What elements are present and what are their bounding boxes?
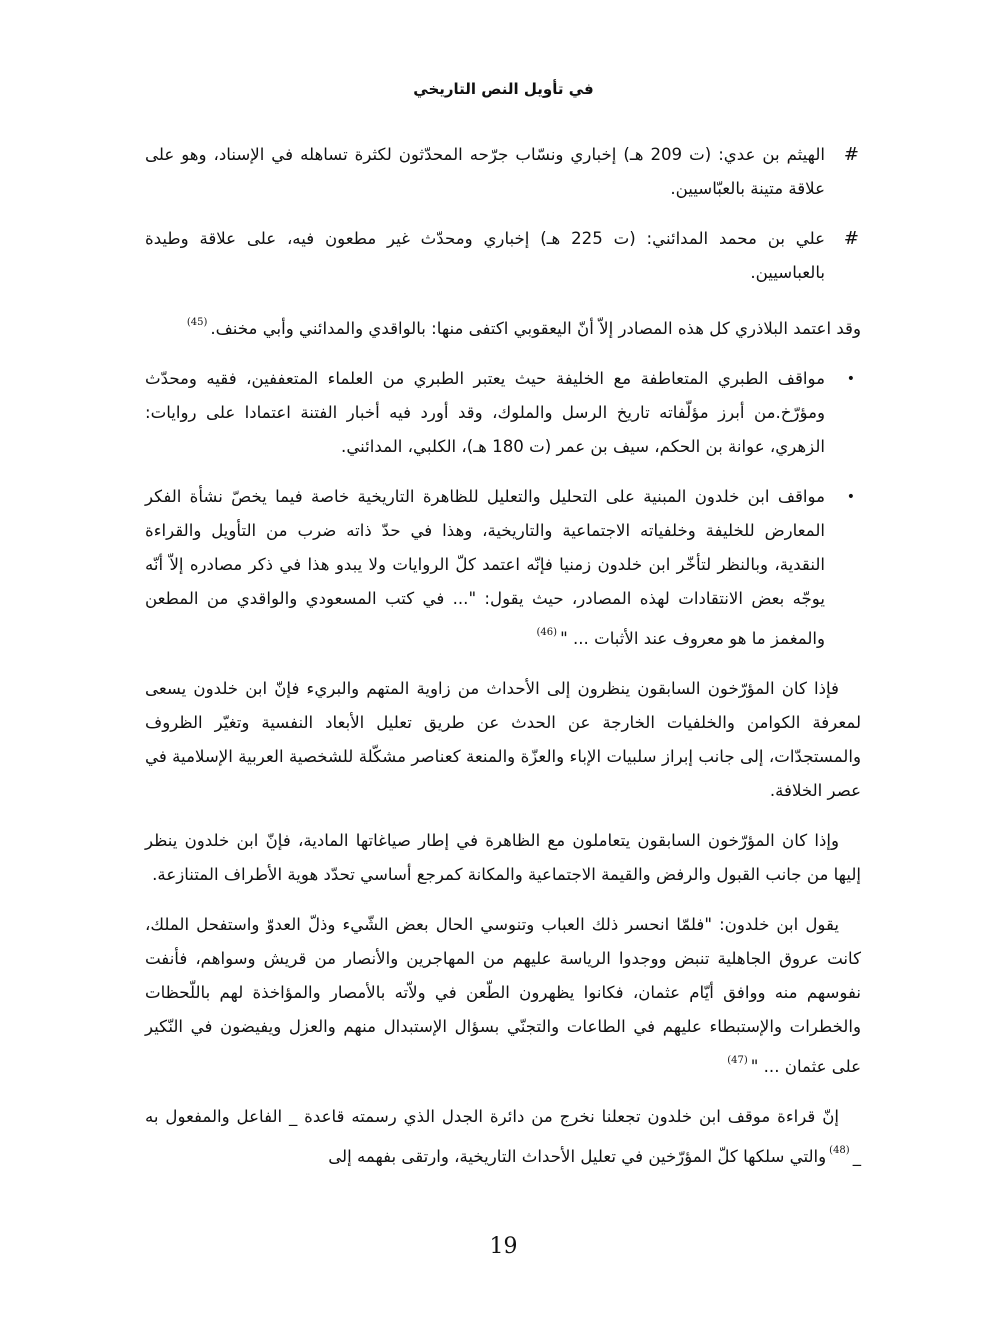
bullet-mark: • (846, 489, 855, 505)
paragraph-text: إنّ قراءة موقف ابن خلدون تجعلنا نخرج من دائرة الجدل الذي رسمته قاعدة _ الفاعل والمفعول به _ (145, 1107, 861, 1166)
body-paragraph (145, 672, 861, 808)
body-paragraph (145, 824, 861, 892)
paragraph-text: وقد اعتمد البلاذري كل هذه المصادر إلاّ أنّ اليعقوبي اكتفى منها: بالواقدي والمدائني وأبي مخنف. (210, 319, 861, 338)
quote-paragraph (145, 908, 861, 1084)
last-paragraph (145, 1100, 861, 1174)
hash-item-text: علي بن محمد المدائني: (ت 225 هـ) إخباري ومحدّث غير مطعون فيه، على علاقة وطيدة بالعباسيين. (145, 229, 825, 282)
hash-mark: # (843, 228, 859, 249)
footnote-marker: (46) (536, 627, 558, 638)
hash-mark: # (843, 144, 859, 165)
footnote-marker: (47) (727, 1055, 748, 1066)
running-header: في تأويل النص التاريخي (413, 80, 594, 98)
body-text (145, 138, 861, 1190)
paragraph-text-continued: والتي سلكها كلّ المؤرّخين في تعليل الأحداث التاريخية، وارتقى بفهمه إلى (328, 1147, 827, 1166)
footnote-marker: (48) (829, 1145, 850, 1156)
page-number: 19 (489, 1234, 518, 1259)
hash-list-item (145, 138, 861, 206)
bullet-item-text: مواقف ابن خلدون المبنية على التحليل والتعليل للظاهرة التاريخية خاصة فيما يخصّ نشأة الفكر المعارض للخليفة وخلفياته الاجتماعية والتاريخية، وهذا في حدّ ذاته ضرب من التأويل والقراءة النقدية، وبالنظر لتأخّر ابن خلدون زمنيا فإنّه اعتمد كلّ الروايات ولا يبدو هذا في ذكر مصادره إلاّ أنّه يوجّه بعض الانتقادات لهذه المصادر، حيث يقول: "... في كتب المسعودي والواقدي من المطعن والمغمز ما هو معروف عند الأثبات ... " (145, 487, 825, 648)
hash-list-item (145, 222, 861, 290)
paragraph-text: وإذا كان المؤرّخون السابقون يتعاملون مع الظاهرة في إطار صياغاتها المادية، فإنّ ابن خلدون ينظر إليها من جانب القبول والرفض والقيمة الاجتماعية والمكانة كمرجع أساسي تحدّد هوية الأطراف المتنازعة. (145, 831, 861, 884)
bullet-mark: • (846, 371, 855, 387)
paragraph-text: يقول ابن خلدون: "فلمّا انحسر ذلك العباب وتنوسي الحال بعض الشّيء وذلّ العدوّ واستفحل الملك، كانت عروق الجاهلية تنبض ووجدوا الرياسة عليهم من المهاجرين والأنصار من قريش وسواهم، فأنفت نفوسهم منه ووافق أيّام عثمان، فكانوا يظهرون الطّعن في ولاّته بالأمصار والمؤاخذة لهم باللّحظات والخطرات والإستبطاء عليهم في الطاعات والتجنّي بسؤال الإستبدال منهم والعزل ويفيضون في النّكير على عثمان ... " (145, 915, 861, 1076)
paragraph-text: فإذا كان المؤرّخون السابقون ينظرون إلى الأحداث من زاوية المتهم والبريء فإنّ ابن خلدون يسعى لمعرفة الكوامن والخلفيات الخارجة عن الحدث عن طريق تعليل الأبعاد النفسية وتغيّر الظروف والمستجدّات، إلى جانب إبراز سلبيات الإباء والعزّة والمنعة كعناصر مشكّلة للشخصية العربية الإسلامية في عصر الخلافة. (145, 679, 861, 800)
bullet-item-text: مواقف الطبري المتعاطفة مع الخليفة حيث يعتبر الطبري من العلماء المتعففين، فقيه ومحدّث ومؤرّخ.من أبرز مؤلّفاته تاريخ الرسل والملوك، وقد أورد فيه أخبار الفتنة اعتمادا على روايات: الزهري، عوانة بن الحكم، سيف بن عمر (ت 180 هـ)، الكلبي، المدائني. (145, 369, 825, 456)
footnote-marker: (45) (186, 317, 208, 328)
hash-item-text: الهيثم بن عدي: (ت 209 هـ) إخباري ونسّاب جرّحه المحدّثون لكثرة تساهله في الإسناد، وهو على علاقة متينة بالعبّاسيين. (145, 145, 825, 198)
bullet-list-item (145, 362, 861, 464)
bullet-list-item (145, 480, 861, 656)
intro-paragraph (145, 306, 861, 346)
